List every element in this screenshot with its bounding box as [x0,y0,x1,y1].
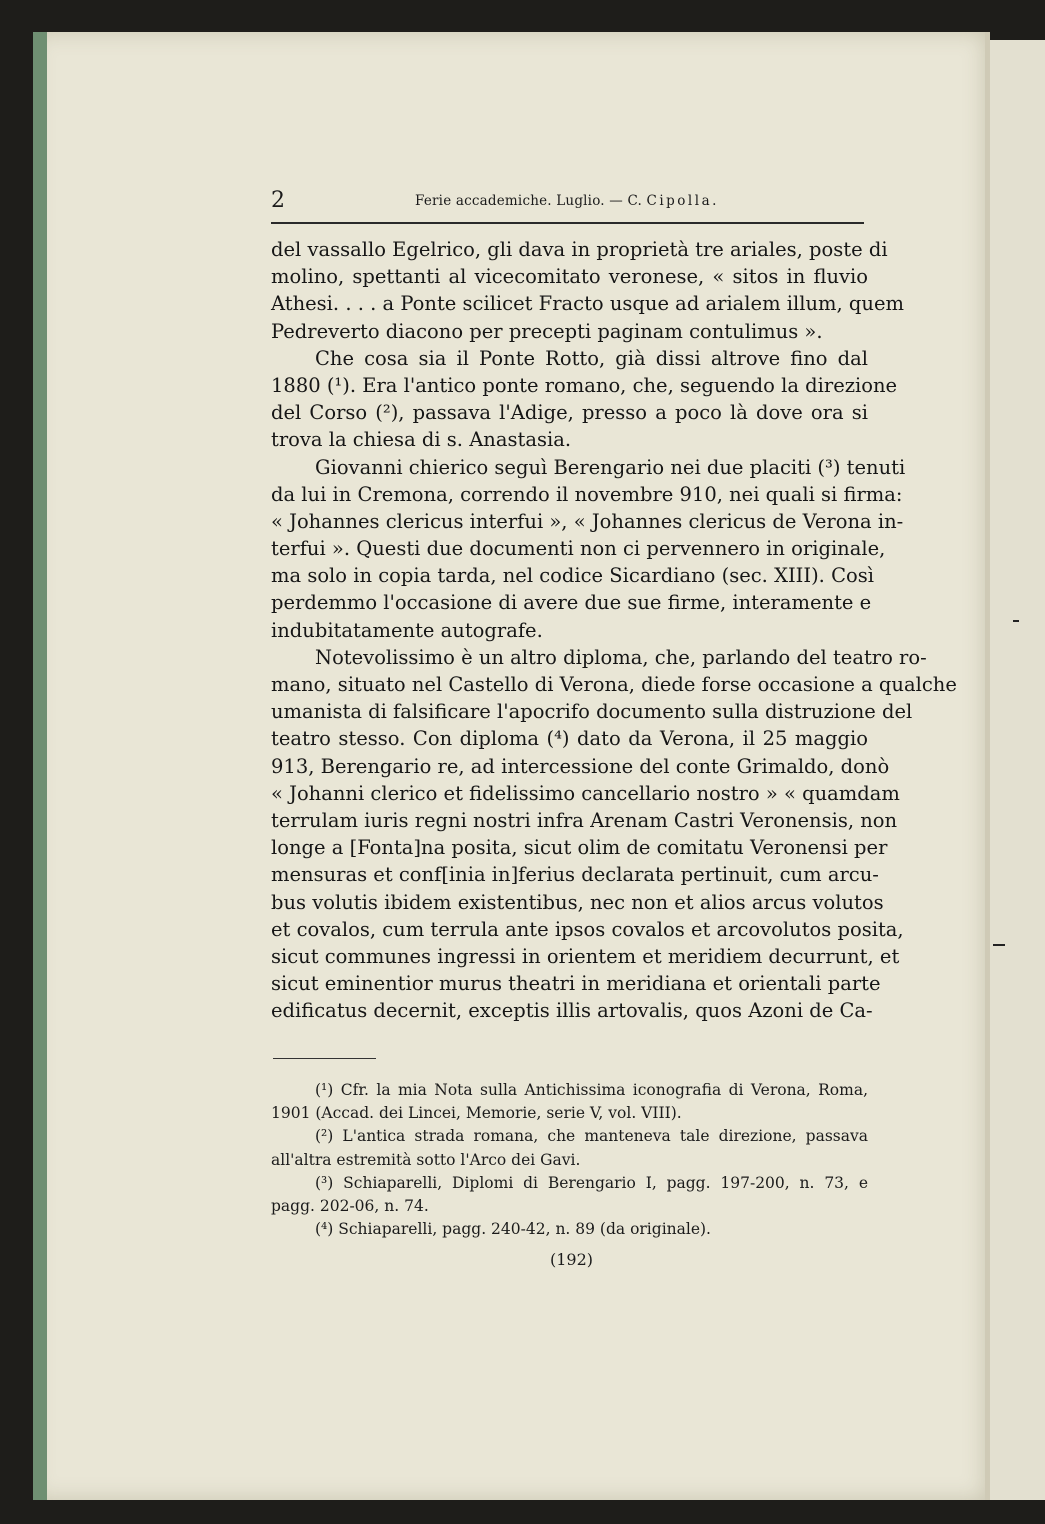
signature-number: (192) [550,1250,594,1269]
footnote-line: 1901 (Accad. dei Lincei, Memorie, serie V, vol. VIII). [271,1104,682,1123]
footnote-line: (¹) Cfr. la mia Nota sulla Antichissima iconografia di Verona, Roma, [315,1081,868,1099]
body-line: sicut communes ingressi in orientem et meridiem decurrunt, et [271,944,900,968]
body-line: Giovanni chierico seguì Berengario nei due placiti (³) tenuti [315,455,906,479]
body-line: bus volutis ibidem existentibus, nec non et alios arcus volutos [271,890,884,914]
body-line: « Johanni clerico et fidelissimo cancellario nostro » « quamdam [271,781,900,805]
header-rule [271,222,864,224]
body-line: edificatus decernit, exceptis illis artovalis, quos Azoni de Ca- [271,999,873,1023]
body-text [271,236,957,1024]
footnote-line: (⁴) Schiaparelli, pagg. 240-42, n. 89 (da originale). [315,1220,711,1239]
body-line: longe a [Fonta]na posita, sicut olim de comitatu Veronensi per [271,836,888,860]
footnotes [271,1079,868,1241]
footnote-rule [273,1058,376,1059]
body-line: del Corso (²), passava l'Adige, presso a poco là dove ora si [271,401,868,425]
body-line: trova la chiesa di s. Anastasia. [271,428,572,452]
running-head [415,193,719,209]
body-line: Athesi. . . . a Ponte scilicet Fracto usque ad arialem illum, quem [271,292,904,316]
page-number: 2 [271,188,285,213]
body-line: Notevolissimo è un altro diploma, che, parlando del teatro ro- [315,645,927,669]
body-line: Pedreverto diacono per precepti paginam contulimus ». [271,319,823,343]
footnote-line: pagg. 202-06, n. 74. [271,1196,429,1215]
running-head-prefix: Ferie accademiche. Luglio. — C. [415,193,643,209]
body-line: 1880 (¹). Era l'antico ponte romano, che, seguendo la direzione [271,373,898,397]
body-line: teatro stesso. Con diploma (⁴) dato da Verona, il 25 maggio [271,727,868,751]
body-line: 913, Berengario re, ad intercessione del conte Grimaldo, donò [271,754,890,778]
body-line: terrulam iuris regni nostri infra Arenam Castri Veronensis, non [271,808,898,832]
facing-page-edge [990,40,1045,1500]
body-line: umanista di falsificare l'apocrifo documento sulla distruzione del [271,700,913,724]
body-line: Che cosa sia il Ponte Rotto, già dissi altrove fino dal [315,346,868,370]
running-head-author: Cipolla. [646,193,719,209]
body-line: « Johannes clericus interfui », « Johannes clericus de Verona in- [271,509,904,533]
body-line: del vassallo Egelrico, gli dava in proprietà tre ariales, poste di [271,238,888,261]
footnote-line: all'altra estremità sotto l'Arco dei Gavi. [271,1150,581,1169]
page-header [271,188,868,218]
body-line: sicut eminentior murus theatri in meridiana et orientali parte [271,972,881,996]
body-line: mano, situato nel Castello di Verona, diede forse occasione a qualche [271,673,957,696]
body-line: da lui in Cremona, correndo il novembre 910, nei quali si firma: [271,482,903,506]
footnote-line: (²) L'antica strada romana, che manteneva tale direzione, passava [315,1127,868,1146]
binding-strip [33,32,47,1500]
body-line: terfui ». Questi due documenti non ci pervennero in originale, [271,537,886,561]
margin-mark [993,944,1005,946]
body-line: et covalos, cum terrula ante ipsos covalos et arcovolutos posita, [271,917,904,941]
margin-mark [1013,620,1019,622]
body-line: mensuras et conf[inia in]ferius declarata pertinuit, cum arcu- [271,863,879,887]
body-line: ma solo in copia tarda, nel codice Sicardiano (sec. XIII). Così [271,564,874,588]
body-line: perdemmo l'occasione di avere due sue firme, interamente e [271,591,872,615]
footnote-line: (³) Schiaparelli, Diplomi di Berengario I, pagg. 197-200, n. 73, e [315,1173,868,1192]
body-line: molino, spettanti al vicecomitato veronese, « sitos in fluvio [271,265,868,289]
body-line: indubitatamente autografe. [271,618,543,642]
